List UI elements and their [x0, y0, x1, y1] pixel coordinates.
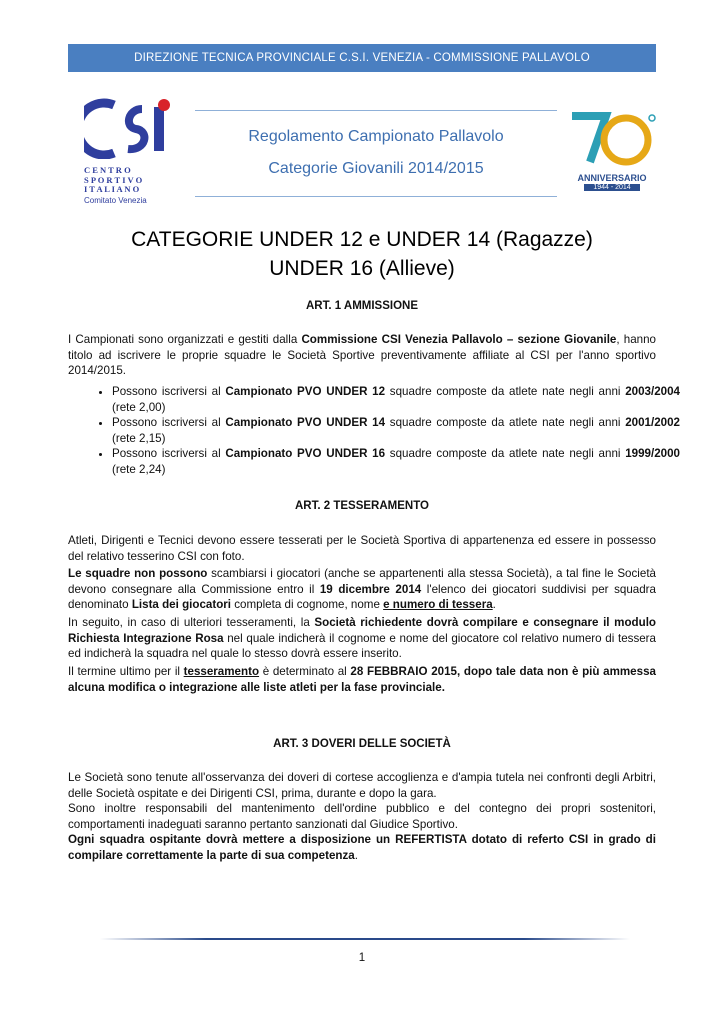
logo-text-2: S P O R T I V O	[84, 174, 143, 185]
art1-paragraph: I Campionati sono organizzati e gestiti dalla Commissione CSI Venezia Pallavolo – sezione Giovanile, hanno titolo ad iscrivere le proprie squadre le Società Sportive preventivamente affiliate al CSI per l'anno sportivo 2014/2015.	[68, 333, 656, 377]
logo-text-3: I T A L I A N O	[84, 184, 140, 194]
anniversary-logo	[566, 110, 658, 190]
art2-paragraph-4: Il termine ultimo per il tesseramento è determinato al 28 FEBBRAIO 2015, dopo tale data non è più ammessa alcuna modifica o integrazione alle liste atleti per la fase provinciale.	[68, 665, 656, 694]
anniversary-years: 1944 - 2014	[584, 184, 640, 191]
art2-paragraph-2: Le squadre non possono scambiarsi i giocatori (anche se appartenenti alla stessa Società), a tal fine le Società devono consegnare alla Commissione entro il 19 dicembre 2014 l'elenco dei giocatori suddivisi per squadra denominato Lista dei giocatori completa di cognome, nome e numero di tessera.	[68, 567, 656, 611]
anniversary-label: ANNIVERSARIO	[577, 173, 647, 183]
doc-subtitle: Categorie Giovanili 2014/2015	[268, 160, 484, 177]
logo-text-1: C E N T R O	[84, 165, 131, 175]
seventy-icon	[566, 110, 658, 166]
art3-heading: ART. 3 DOVERI DELLE SOCIETÀ	[273, 738, 451, 750]
list-item: • Possono iscriversi al Campionato PVO UNDER 16 squadre composte da atlete nate negli anni 1999/2000 (rete 2,24)	[112, 446, 680, 477]
header-divider-top	[195, 110, 557, 111]
art2-paragraph-1: Atleti, Dirigenti e Tecnici devono essere tesserati per le Società Sportiva di appartenenza ed essere in possesso del relativo tesserino CSI con foto.	[68, 534, 656, 563]
art3-paragraph-2: Sono inoltre responsabili del mantenimento dell'ordine pubblico e del contegno dei propri sostenitori, comportamenti inadeguati saranno pertanto sanzionati dal Giudice Sportivo.	[68, 802, 656, 831]
logo-subtitle: Comitato Venezia	[84, 195, 147, 205]
csi-emblem-icon	[84, 97, 176, 159]
csi-logo	[84, 97, 176, 205]
footer-divider	[100, 938, 630, 940]
doc-title: Regolamento Campionato Pallavolo	[248, 128, 504, 145]
art1-bullet-list	[88, 384, 680, 477]
header-divider-bottom	[195, 196, 557, 197]
main-title-line2: UNDER 16 (Allieve)	[269, 257, 455, 280]
list-item: • Possono iscriversi al Campionato PVO UNDER 14 squadre composte da atlete nate negli anni 2001/2002 (rete 2,15)	[112, 415, 680, 446]
art2-heading: ART. 2 TESSERAMENTO	[295, 500, 429, 512]
art3-paragraph-3: Ogni squadra ospitante dovrà mettere a disposizione un REFERTISTA dotato di referto CSI in grado di compilare correttamente la parte di sua competenza.	[68, 833, 656, 862]
art2-paragraph-3: In seguito, in caso di ulteriori tesseramenti, la Società richiedente dovrà compilare e consegnare il modulo Richiesta Integrazione Rosa nel quale indicherà il cognome e nome del giocatore col relativo numero di tessera ed indicherà la squadra nel quale lo stesso dovrà essere inserito.	[68, 616, 657, 660]
art3-paragraph-1: Le Società sono tenute all'osservanza dei doveri di cortese accoglienza e d'ampia tutela nei confronti degli Arbitri, delle Società ospitate e dei Dirigenti CSI, prima, durante e dopo la gara.	[68, 771, 656, 800]
art1-heading: ART. 1 AMMISSIONE	[305, 300, 419, 312]
list-item: • Possono iscriversi al Campionato PVO UNDER 12 squadre composte da atlete nate negli anni 2003/2004 (rete 2,00)	[112, 384, 680, 415]
main-title-line1: CATEGORIE UNDER 12 e UNDER 14 (Ragazze)	[131, 228, 593, 251]
page-number: 1	[358, 952, 366, 964]
header-bar: DIREZIONE TECNICA PROVINCIALE C.S.I. VENEZIA - COMMISSIONE PALLAVOLO	[68, 44, 656, 72]
